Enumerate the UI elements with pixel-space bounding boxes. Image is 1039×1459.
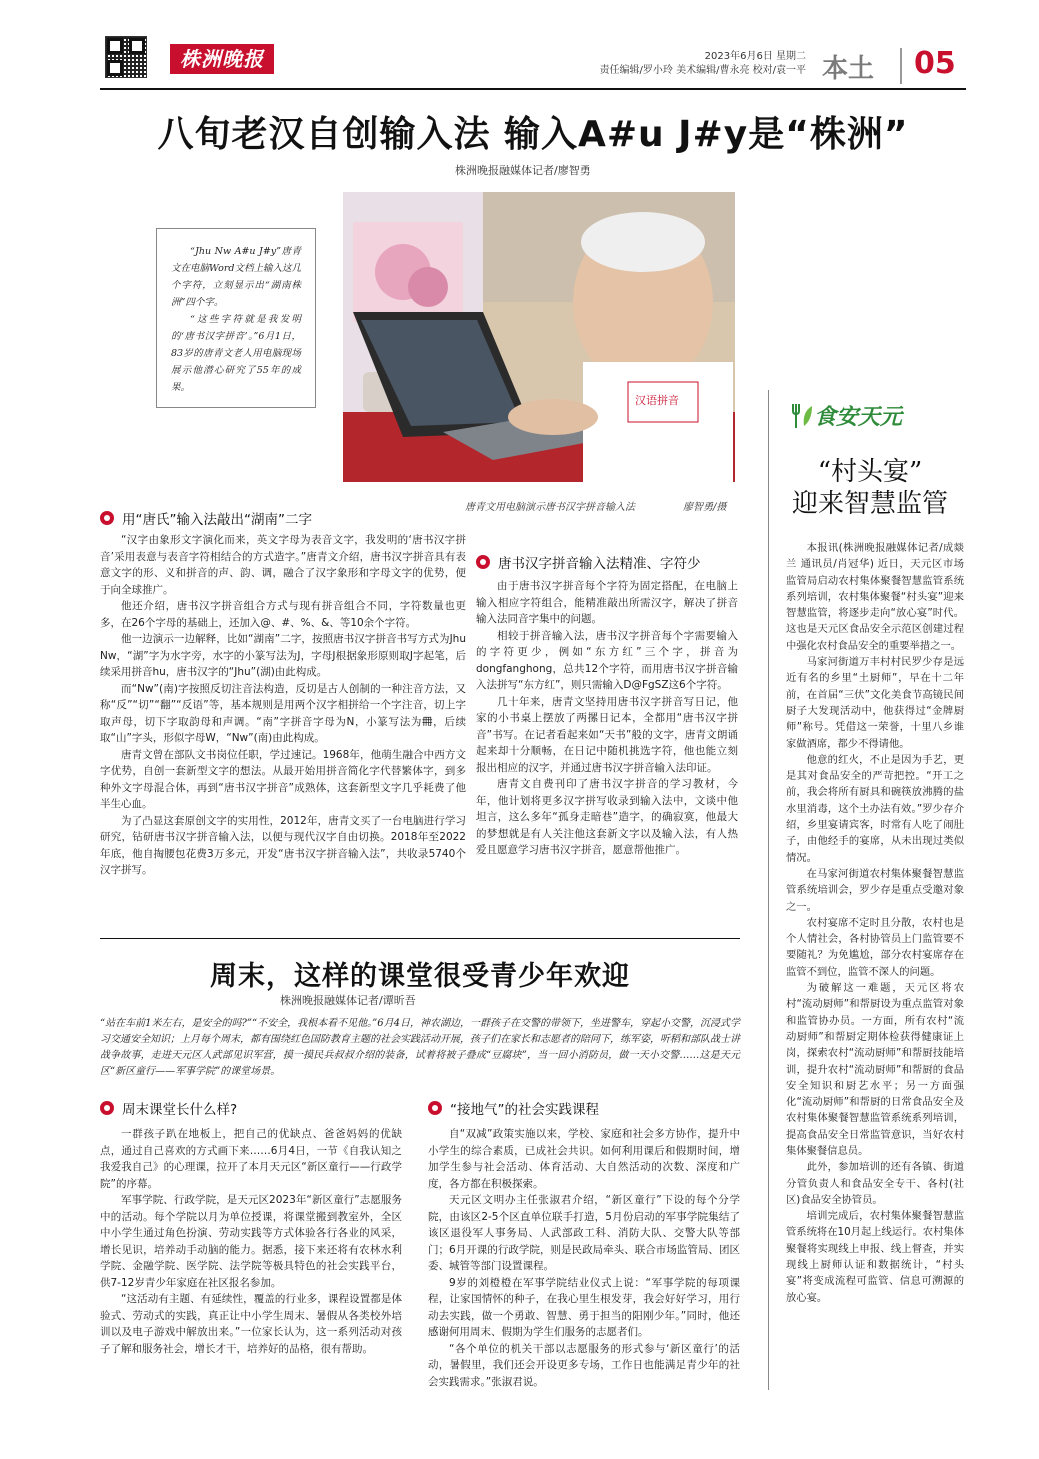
paragraph: 而“Nw”(南)字按照反切注音法构造，反切是古人创制的一种注音方法，又称“反”“切”“翻”“反语”等，基本规则是用两个汉字相拼给一个字注音，切上字取声母，切下字取韵母和声调。“南”字拼音字母为N，小篆写法为𠕋，后续取“山”字头，形似字母W，“Nw”(南)由此构成。 bbox=[100, 682, 466, 744]
article-divider bbox=[100, 938, 740, 939]
subhead-text: 唐书汉字拼音输入法精准、字符少 bbox=[498, 556, 701, 572]
paragraph: 他还介绍，唐书汉字拼音组合方式与现有拼音组合不同，字符数量也更多，在26个字母的基础上，还加入@、#、%、&、等10余个字符。 bbox=[100, 600, 466, 629]
sidebar-rule bbox=[768, 390, 769, 1390]
photo-caption-box bbox=[156, 228, 316, 408]
editors-line: 责任编辑/罗小玲 美术编辑/曹永亮 校对/袁一平 bbox=[599, 65, 806, 76]
paragraph: 在马家河街道农村集体聚餐智慧监管系统培训会，罗少存是重点受邀对象之一。 bbox=[786, 867, 964, 913]
subhead-text: 用“唐氏”输入法敲出“湖南”二字 bbox=[122, 512, 312, 528]
article2-column-2 bbox=[428, 1126, 740, 1390]
page-number: 05 bbox=[914, 46, 956, 81]
paragraph: 9岁的刘橙橙在军事学院结业仪式上说：“军事学院的每项课程，让家国情怀的种子，在我心里生根发芽，我会好好学习，用行动去实践，做一个勇敢、智慧、勇于担当的阳刚少年。”同时，他还感谢何用周末、假期为学生们服务的志愿者们。 bbox=[428, 1276, 740, 1338]
photo-credit: 廖智勇/摄 bbox=[683, 502, 727, 513]
paragraph: 为了凸显这套原创文字的实用性，2012年，唐青文买了一台电脑进行学习研究，钻研唐书汉字拼音输入法，以便与现代汉字自由切换。2018年至2022年底，他自掏腰包花费3万多元，开发“唐书汉字拼音输入法”，共收录5740个汉字拼写。 bbox=[100, 814, 466, 876]
sidebar-title-line1: “村头宴” bbox=[817, 457, 923, 487]
paragraph: 一群孩子趴在地板上，把自己的优缺点、爸爸妈妈的优缺点，通过自己喜欢的方式画下来……6月4日，一节《自我认知之我爱我自己》的心理课，拉开了本月天元区“新区童行——行政学院”的序幕。 bbox=[100, 1128, 402, 1190]
bullet-icon bbox=[428, 1101, 442, 1115]
article2-subhead-2 bbox=[428, 1098, 599, 1118]
article1-subhead-2 bbox=[476, 552, 701, 572]
paragraph: 由于唐书汉字拼音每个字符为固定搭配，在电脑上输入相应字符组合，能精准敲出所需汉字，解决了拼音输入法同音字集中的问题。 bbox=[476, 580, 738, 625]
paragraph: 唐青文曾在部队文书岗位任职，学过速记。1968年，他萌生融合中西方文字优势，自创一套新型文字的想法。从最开始用拼音简化字代替繁体字，到多种外文字母混合体，再到“唐书汉字拼音”成熟体，这套新型文字几乎耗费了他半生心血。 bbox=[100, 748, 466, 810]
paragraph: 唐青文自费刊印了唐书汉字拼音的学习教材，今年，他计划将更多汉字拼写收录到输入法中，文谈中他坦言，这么多年“孤身走暗巷”造字，的确寂寞，他最大的梦想就是有人关注他这套新文字以及输入法，有人热爱且愿意学习唐书汉字拼音，愿意帮他推广。 bbox=[476, 778, 738, 856]
article1-title: 八旬老汉自创输入法 输入A#u J#y是“株洲” bbox=[157, 114, 909, 155]
date-line: 2023年6月6日 星期二 bbox=[704, 51, 806, 62]
bullet-icon bbox=[100, 1101, 114, 1115]
paragraph: 天元区文明办主任张淑君介绍，“新区童行”下设的每个分学院，由该区2-5个区直单位联手打造，5月份启动的军事学院集结了该区退役军人事务局、人武部政工科、消防大队、交警大队等部门；6月开课的行政学院，则是民政局牵头、联合市场监管局、团区委、城管等部门设置课程。 bbox=[428, 1194, 740, 1272]
paragraph: 他意的红火，不止是因为手艺，更是其对食品安全的严苛把控。“开工之前，我会将所有厨具和碗筷放沸腾的盐水里消毒，这个土办法有效。”罗少存介绍，乡里宴请宾客，时常有人吃了闹肚子，由他经手的宴席，从未出现过类似情况。 bbox=[786, 753, 964, 864]
photo-illustration bbox=[343, 192, 735, 482]
paragraph: 农村宴席不定时且分散，农村也是个人情社会，各村协管员上门监管要不要随礼？为免尴尬，部分农村宴席存在监管不到位，监管不深人的问题。 bbox=[786, 916, 964, 978]
sidebar-title bbox=[772, 456, 968, 520]
paragraph: 他一边演示一边解释，比如“湖南”二字，按照唐书汉字拼音书写方式为Jhu Nw，“湖”字为水字旁，水字的小篆写法为J，字母J根据象形原则取J字起笔，后续采用拼音hu，唐书汉字的“Jhu”(湖)由此构成。 bbox=[100, 633, 466, 678]
paragraph: 马家河街道万丰村村民罗少存是远近有名的乡里“土厨师”，早在十二年前，在首届“三伏”文化美食节高镜民间厨子大发现活动中，他获得过“金牌厨师”称号。凭借这一荣誉，十里八乡谁家做酒席，都少不得请他。 bbox=[786, 656, 964, 750]
paragraph: 为破解这一难题，天元区将农村“流动厨师”和帮厨设为重点监管对象和监管协办员。一方面，所有农村“流动厨师”和帮厨定期体检获得健康证上岗，探索农村“流动厨师”和帮厨技能培训，提升农村“流动厨师”和帮厨的食品安全知识和厨艺水平；另一方面强化“流动厨师”和帮厨的日常食品安全及农村集体聚餐智慧监管系统系列培训，提高食品安全日常监管意识，当好农村集体聚餐信息员。 bbox=[786, 982, 964, 1157]
paragraph: 培训完成后，农村集体聚餐智慧监管系统将在10月起上线运行。农村集体聚餐将实现线上申报、线上督查，并实现线上厨师认证和数据统计，“村头宴”将变成流程可监管、信息可溯源的放心宴。 bbox=[786, 1210, 964, 1304]
newspaper-logo: 株洲晚报 bbox=[170, 44, 274, 74]
paragraph: 自“双减”政策实施以来，学校、家庭和社会多方协作，提升中小学生的综合素质，已成社会共识。如何利用课后和假期时间，增加学生参与社会活动、体育活动、大自然活动的次数、深度和广度，各方都在积极探索。 bbox=[428, 1128, 740, 1190]
article1-photo bbox=[343, 192, 735, 482]
fork-leaf-icon bbox=[790, 402, 814, 430]
header-divider bbox=[900, 48, 902, 84]
paragraph: “这活动有主题、有延续性，覆盖的行业多，课程设置都是体验式、劳动式的实践，真正让中小学生周末、暑假从各类校外培训以及电子游戏中解放出来。”一位家长认为，这一系列活动对孩子了解和服务社会，增长才干，培养好的品格，很有帮助。 bbox=[100, 1293, 402, 1355]
qr-code bbox=[105, 36, 147, 78]
caption-paragraph: “Jhu Nw A#u J#y”唐青文在电脑Word文档上输入这几个字符，立刻显示出“湖南株洲”四个字。 bbox=[171, 246, 301, 308]
bullet-icon bbox=[100, 511, 114, 525]
article2-lead: “站在车前1米左右，是安全的吗?”“不安全，我根本看不见他。”6月4日，神农湖边，一群孩子在交警的带领下，坐进警车，穿起小交警，沉浸式学习交通安全知识；上月每个周末，都有围绕红色国防教育主题的社会实践活动开展，孩子们在家长和志愿者的陪同下，练军姿，听稻和部队战士讲战争故事，走进天元区人武部见识军营，摸一摸民兵叔叔介绍的装备，试着将被子叠成“豆腐块”，当一回小消防员，做一天小交警……这是天元区“新区童行——军事学院”的课堂场景。 bbox=[100, 1018, 740, 1077]
article1-column-2 bbox=[476, 578, 738, 859]
subhead-text: 周末课堂长什么样? bbox=[122, 1102, 238, 1118]
section-name: 本土 bbox=[822, 54, 875, 84]
column-logo-text: 食安天元 bbox=[814, 405, 903, 430]
article2-title: 周末，这样的课堂很受青少年欢迎 bbox=[210, 961, 630, 992]
article1-column-1 bbox=[100, 532, 466, 879]
svg-text:汉语拼音: 汉语拼音 bbox=[635, 394, 679, 407]
header-meta bbox=[560, 50, 806, 78]
article2-subhead-1 bbox=[100, 1098, 237, 1118]
sidebar-title-line2: 迎来智慧监管 bbox=[791, 489, 948, 519]
paragraph: “各个单位的机关干部以志愿服务的形式参与‘新区童行’的活动，暑假里，我们还会开设更多专场，工作日也能满足青少年的社会实践需求。”张淑君说。 bbox=[428, 1342, 740, 1388]
food-safety-logo bbox=[790, 400, 902, 431]
header-rule bbox=[100, 88, 966, 90]
article1-byline: 株洲晚报融媒体记者/廖智勇 bbox=[455, 164, 591, 177]
paragraph: 本报讯(株洲晚报融媒体记者/成燚兰 通讯员/肖冠华) 近日，天元区市场监管局启动农村集体聚餐智慧监管系统系列培训，农村集体聚餐“村头宴”迎来智慧监管，将逐步走向“放心宴”时代。这也是天元区食品安全示范区创建过程中强化农村食品安全的重要举措之一。 bbox=[786, 542, 964, 652]
article1-subhead-1 bbox=[100, 508, 312, 528]
subhead-text: “接地气”的社会实践课程 bbox=[450, 1102, 599, 1118]
caption-box-text bbox=[171, 243, 301, 396]
paragraph: 相较于拼音输入法，唐书汉字拼音每个字需要输入的字符更少，例如“东方红”三个字，拼音为dongfanghong，总共12个字符，而用唐书汉字拼音输入法拼写“东方红”，则只需输入D@FgSZ这6个字符。 bbox=[476, 629, 738, 691]
article2-column-1 bbox=[100, 1126, 402, 1357]
bullet-icon bbox=[476, 555, 490, 569]
paragraph: 此外，参加培训的还有各镇、街道分管负责人和食品安全专干、各村(社区)食品安全协管员。 bbox=[786, 1161, 964, 1206]
caption-paragraph: “这些字符就是我发明的‘唐书汉字拼音’。”6月1日，83岁的唐青文老人用电脑现场展示他潜心研究了55年的成果。 bbox=[171, 314, 301, 393]
paragraph: “汉字由象形文字演化而来，英文字母为表音文字，我发明的‘唐书汉字拼音’采用表意与表音字符相结合的方式造字。”唐青文介绍，唐书汉字拼音具有表意文字的形、义和拼音的声、韵、调，融合了汉字象形和字母文字的优势，便于向全球推广。 bbox=[100, 534, 466, 596]
sidebar-body bbox=[786, 540, 964, 1306]
paragraph: 军事学院、行政学院，是天元区2023年“新区童行”志愿服务中的活动。每个学院以月为单位授课，将课堂搬到教室外，全区中小学生通过角色扮演、劳动实践等方式体验各行各业的风采，增长见识，培养动手动脑的能力。据悉，接下来还将有农林水利学院、金融学院、医学院、法学院等极具特色的社会实践平台，供7-12岁青少年家庭在社区报名参加。 bbox=[100, 1194, 402, 1289]
paragraph: 几十年来，唐青文坚持用唐书汉字拼音写日记，他家的小书桌上摆放了两摞日记本，全都用“唐书汉字拼音”书写。在记者看起来如“天书”般的文字，唐青文朗诵起来却十分顺畅，在日记中随机挑选字符，他也能立刻报出相应的汉字，并通过唐书汉字拼音输入法印证。 bbox=[476, 695, 738, 774]
article2-byline: 株洲晚报融媒体记者/谭昕吾 bbox=[280, 994, 416, 1007]
photo-caption: 唐青文用电脑演示唐书汉字拼音输入法 bbox=[465, 502, 635, 513]
